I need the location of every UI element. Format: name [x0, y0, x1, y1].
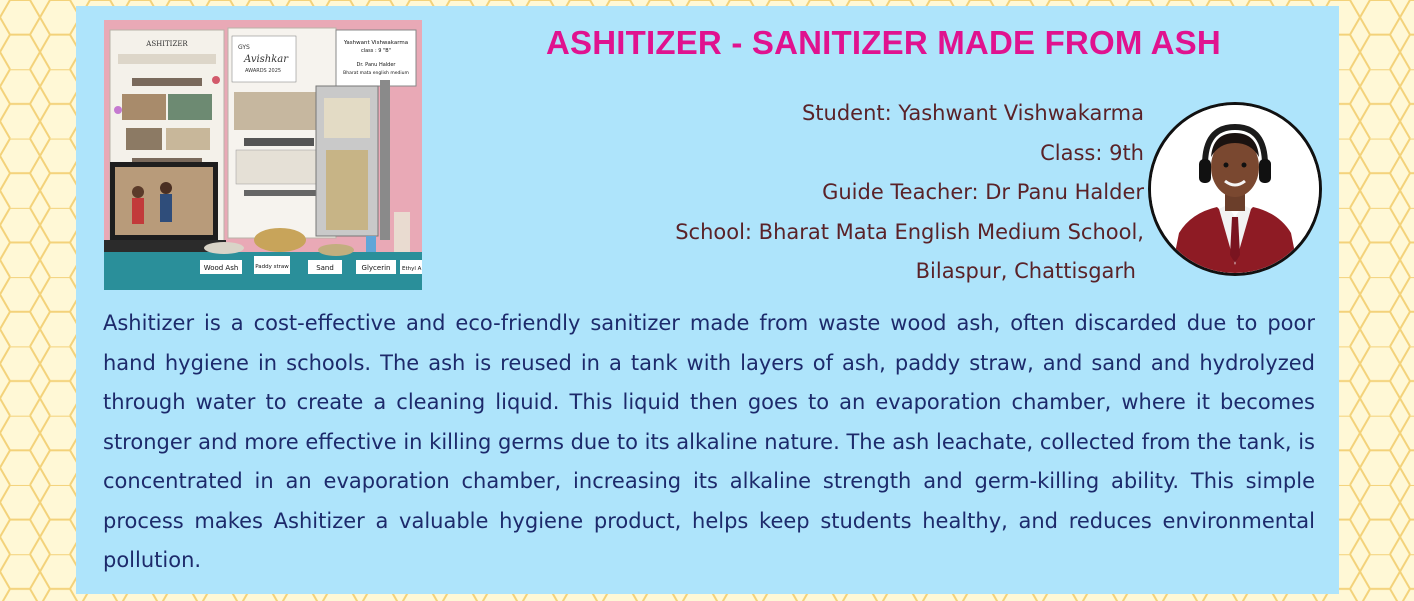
award-line-3: AWARDS 2025: [245, 68, 282, 74]
teacher-card-2: Bharat mata english medium: [343, 71, 409, 76]
project-photo: [104, 20, 422, 290]
project-display-illustration: [104, 20, 422, 290]
label-glycerin: Glycerin: [361, 264, 391, 272]
student-portrait-icon: [1151, 105, 1319, 273]
label-ethyl: Ethyl A: [402, 266, 422, 272]
label-sand: Sand: [316, 264, 334, 272]
project-title: ASHITIZER - SANITIZER MADE FROM ASH: [546, 24, 1221, 61]
award-line-2: Avishkar: [244, 54, 289, 65]
student-portrait-avatar: [1148, 102, 1322, 276]
label-wood-ash: Wood Ash: [203, 264, 239, 272]
name-card-1: Yashwant Vishwakarma: [343, 40, 409, 46]
poster-left-title: ASHITIZER: [146, 40, 188, 48]
class-line: Class: 9th: [1040, 140, 1144, 165]
project-description: Ashitizer is a cost-effective and eco-friendly sanitizer made from waste wood ash, often discarded due to poor hand hygiene in schools. The ash is reused in a tank with layers of ash, paddy straw, and sand and hydrolyzed through water to create a cleaning liquid. This liquid then goes to an evaporation chamber, where it becomes stronger and more effective in killing germs due to its alkaline nature. The ash leachate, collected from the tank, is concentrated in an evaporation chamber, increasing its alkaline strength and germ-killing ability. This simple process makes Ashitizer a valuable hygiene product, helps keep students healthy, and reduces environmental pollution.: [103, 311, 1315, 572]
teacher-card-1: Dr. Panu Halder: [356, 62, 396, 68]
student-line: Student: Yashwant Vishwakarma: [801, 101, 1144, 125]
project-meta: [675, 94, 1144, 292]
label-paddy-straw: Paddy straw: [255, 264, 289, 270]
project-card: [76, 6, 1339, 594]
guide-teacher-line: Guide Teacher: Dr Panu Halder: [822, 180, 1144, 204]
school-line-1: School: Bharat Mata English Medium School,: [675, 219, 1144, 244]
school-line-2: Bilaspur, Chattisgarh: [915, 259, 1136, 283]
award-line-1: GYS: [238, 44, 250, 51]
name-card-2: class : 9 "B": [360, 48, 392, 54]
